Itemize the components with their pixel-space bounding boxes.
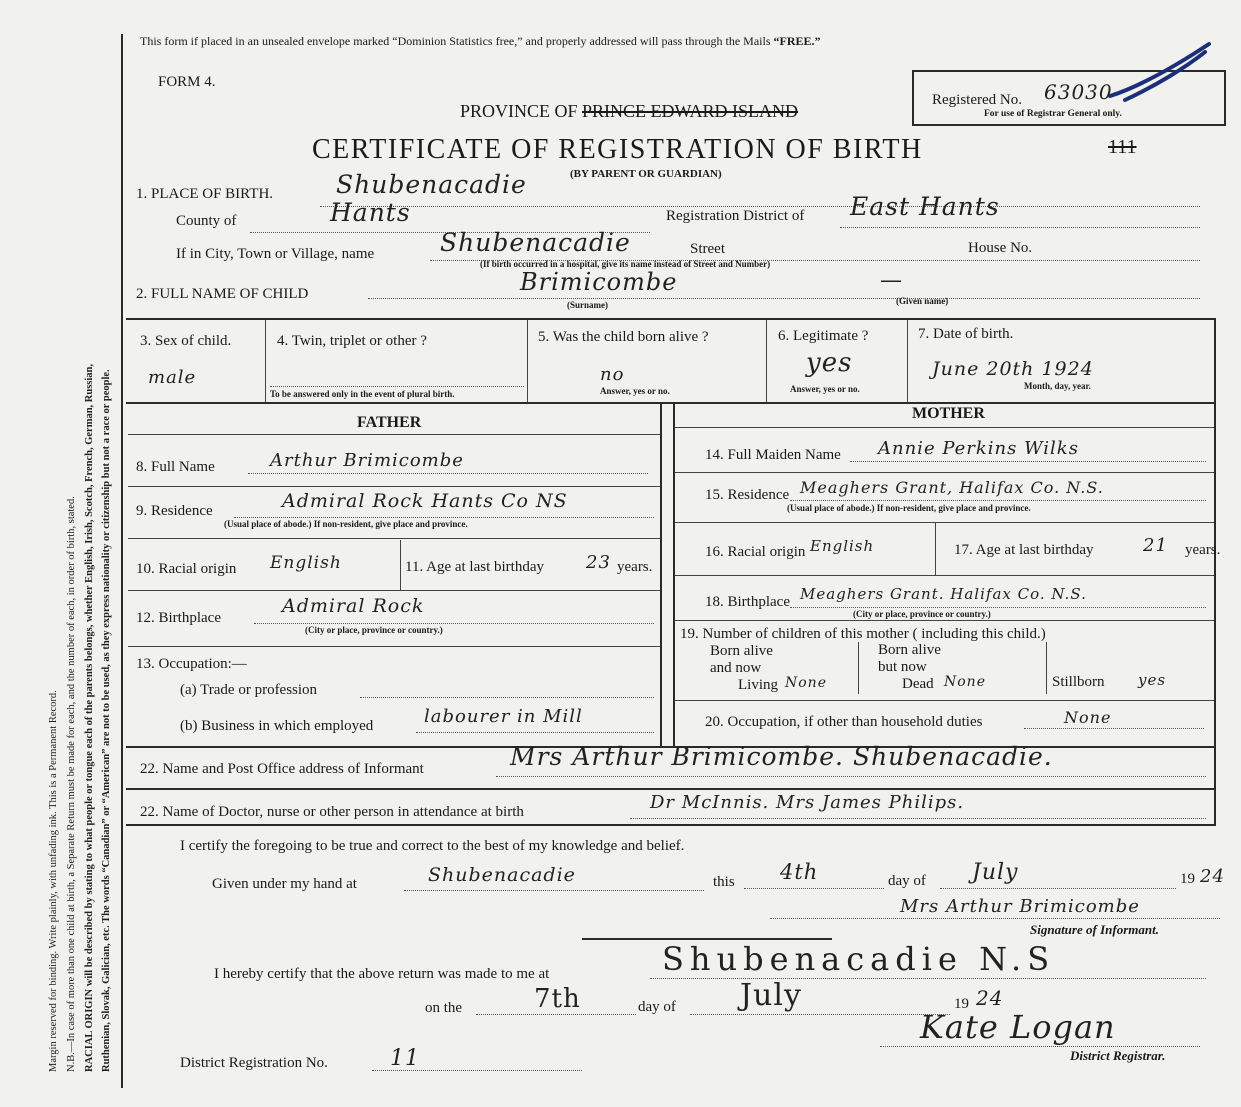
mother-row-line-2 xyxy=(675,522,1214,523)
mother-res-note: (Usual place of abode.) If non-resident, give place and province. xyxy=(787,503,1031,513)
hospital-note: (If birth occurred in a hospital, give its name instead of Street and Number) xyxy=(480,259,771,269)
child-name-label: 2. FULL NAME OF CHILD xyxy=(136,286,309,302)
father-res-value: Admiral Rock Hants Co NS xyxy=(282,490,568,512)
registrar-place: Shubenacadie N.S xyxy=(662,940,1056,978)
doctor-bottom-line xyxy=(126,824,1216,826)
mother-racial-value: English xyxy=(810,537,875,555)
father-res-underline xyxy=(234,517,654,518)
registrar-day-underline xyxy=(476,1014,636,1015)
children-divider-1 xyxy=(858,642,859,694)
mail-note: This form if placed in an unsealed envelope marked “Dominion Statistics free,” and properly addressed will pass through the Mails “FREE.” xyxy=(140,34,821,48)
doctor-top-line xyxy=(126,788,1216,790)
sex-value: male xyxy=(148,367,197,388)
pen-scribble-icon xyxy=(1105,38,1215,108)
place-of-birth-label: 1. PLACE OF BIRTH. xyxy=(136,186,274,202)
row3-top-line xyxy=(126,318,1216,320)
twin-note: To be answered only in the event of plural birth. xyxy=(270,389,455,399)
district-label: Registration District of xyxy=(666,208,805,224)
given-caption: (Given name) xyxy=(896,296,949,306)
registrar-signature-underline xyxy=(880,1046,1200,1047)
father-row-line-1 xyxy=(128,486,660,487)
father-racial-divider xyxy=(400,540,401,590)
father-business-label: (b) Business in which employed xyxy=(180,718,374,734)
father-business-value: labourer in Mill xyxy=(424,706,583,727)
father-birthplace-note: (City or place, province or country.) xyxy=(305,625,443,635)
child-name-underline xyxy=(368,298,1200,299)
sex-label: 3. Sex of child. xyxy=(140,333,232,349)
father-birthplace-label: 12. Birthplace xyxy=(136,610,221,626)
mother-row-line-5 xyxy=(675,700,1214,701)
father-age-unit: years. xyxy=(617,559,653,575)
row3-divider-4 xyxy=(907,320,908,402)
registered-label: Registered No. xyxy=(932,92,1022,108)
dead-value: None xyxy=(944,674,986,690)
given-label: Given under my hand at xyxy=(212,876,357,892)
page-right-line xyxy=(1214,402,1216,824)
certify-month-underline xyxy=(940,888,1176,889)
on-the-label: on the xyxy=(425,1000,463,1016)
certify-statement: I certify the foregoing to be true and correct to the best of my knowledge and belief. xyxy=(180,838,685,854)
certify-day: 4th xyxy=(780,860,819,884)
corner-mark: 111 xyxy=(1108,136,1137,158)
dead-line-3: Dead xyxy=(902,676,934,692)
informant-signature-caption: Signature of Informant. xyxy=(1030,922,1159,937)
mother-racial-divider xyxy=(935,523,936,575)
mother-children-label: 19. Number of children of this mother ( including this child.) xyxy=(680,626,1046,642)
dead-line-1: Born alive xyxy=(878,642,941,658)
father-birthplace-value: Admiral Rock xyxy=(282,595,425,617)
certificate-title: CERTIFICATE OF REGISTRATION OF BIRTH xyxy=(312,134,923,165)
mother-birthplace-value: Meaghers Grant. Halifax Co. N.S. xyxy=(800,585,1087,603)
margin-note-nationality: Ruthenian, Slovak, Galician, etc. The words “Canadian” or “American” are not to be used, as they express nationality or citizenship but not a race or people. xyxy=(101,369,112,1072)
registrar-signature-caption: District Registrar. xyxy=(1070,1048,1166,1063)
registrar-statement: I hereby certify that the above return was made to me at xyxy=(214,966,550,982)
father-racial-value: English xyxy=(270,553,342,573)
informant-underline xyxy=(496,776,1206,777)
province-struck: PRINCE EDWARD ISLAND xyxy=(582,101,799,121)
registrar-use-note: For use of Registrar General only. xyxy=(984,109,1122,119)
father-occ-label: 13. Occupation:— xyxy=(136,656,247,672)
doctor-underline xyxy=(630,818,1206,819)
mother-heading-line xyxy=(675,427,1214,428)
mother-birthplace-note: (City or place, province or country.) xyxy=(853,609,991,619)
mother-name-label: 14. Full Maiden Name xyxy=(705,447,841,463)
registrar-year-prefix: 19 xyxy=(954,996,969,1012)
province-line: PROVINCE OF PRINCE EDWARD ISLAND xyxy=(460,101,799,121)
father-heading: FATHER xyxy=(357,414,422,431)
certify-day-of-label: day of xyxy=(888,873,926,889)
alive-note: Answer, yes or no. xyxy=(600,386,670,396)
this-label: this xyxy=(713,874,735,890)
given-place-underline xyxy=(404,890,704,891)
twin-label: 4. Twin, triplet or other ? xyxy=(277,333,427,349)
district-no-label: District Registration No. xyxy=(180,1055,328,1071)
registered-value: 63030 xyxy=(1044,80,1113,104)
mother-row-line-3 xyxy=(675,575,1214,576)
county-value: Hants xyxy=(330,198,411,227)
alive-value: no xyxy=(600,364,625,385)
legit-label: 6. Legitimate ? xyxy=(778,328,869,344)
living-value: None xyxy=(785,675,827,691)
informant-label: 22. Name and Post Office address of Informant xyxy=(140,761,424,777)
children-divider-2 xyxy=(1046,642,1047,694)
surname-caption: (Surname) xyxy=(567,300,608,310)
mother-name-value: Annie Perkins Wilks xyxy=(878,438,1079,459)
informant-signature: Mrs Arthur Brimicombe xyxy=(900,896,1140,917)
row3-divider-3 xyxy=(766,320,767,402)
stillborn-value: yes xyxy=(1138,671,1167,689)
father-heading-line xyxy=(128,434,660,435)
child-given-value: — xyxy=(880,268,903,293)
registrar-year: 24 xyxy=(976,986,1004,1010)
district-value: East Hants xyxy=(850,192,1000,221)
father-name-label: 8. Full Name xyxy=(136,459,215,475)
father-birthplace-underline xyxy=(254,623,654,624)
certify-year-prefix: 19 xyxy=(1180,871,1195,887)
mother-heading: MOTHER xyxy=(912,405,985,422)
house-label: House No. xyxy=(968,240,1033,256)
mother-birthplace-underline xyxy=(790,607,1206,608)
father-age-value: 23 xyxy=(586,552,611,573)
legit-note: Answer, yes or no. xyxy=(790,384,860,394)
father-res-note: (Usual place of abode.) If non-resident, give place and province. xyxy=(224,519,468,529)
living-line-3: Living xyxy=(738,677,778,693)
informant-signature-underline xyxy=(770,918,1220,919)
twin-underline xyxy=(270,386,524,387)
place-of-birth-value: Shubenacadie xyxy=(336,170,527,199)
row3-right-line xyxy=(1214,318,1216,404)
certify-day-underline xyxy=(744,888,884,889)
registrar-month: July xyxy=(740,978,802,1013)
father-row-line-4 xyxy=(128,646,660,647)
father-row-line-3 xyxy=(128,590,660,591)
registrar-day-of-label: day of xyxy=(638,999,676,1015)
place-underline xyxy=(320,206,1200,207)
dob-note: Month, day, year. xyxy=(1024,381,1091,391)
city-label: If in City, Town or Village, name xyxy=(176,246,375,262)
mother-age-label: 17. Age at last birthday xyxy=(954,542,1094,558)
mother-occ-label: 20. Occupation, if other than household duties xyxy=(705,714,983,730)
street-label: Street xyxy=(690,241,725,257)
form-number: FORM 4. xyxy=(158,74,216,90)
father-name-underline xyxy=(248,473,648,474)
father-racial-label: 10. Racial origin xyxy=(136,561,237,577)
doctor-label: 22. Name of Doctor, nurse or other person in attendance at birth xyxy=(140,804,524,820)
mother-res-underline xyxy=(790,500,1206,501)
legit-value: yes xyxy=(806,348,853,378)
margin-note-racial-origin: RACIAL ORIGIN will be described by stating to what people or tongue each of the parents belongs, whether English, Irish, Scotch, French, German, Russian, xyxy=(84,363,95,1072)
mother-occ-underline xyxy=(1024,728,1204,729)
living-line-2: and now xyxy=(710,660,762,676)
mother-racial-label: 16. Racial origin xyxy=(705,544,806,560)
informant-value: Mrs Arthur Brimicombe. Shubenacadie. xyxy=(510,742,1053,771)
dob-value: June 20th 1924 xyxy=(932,358,1094,380)
row3-divider-2 xyxy=(527,320,528,402)
mother-age-unit: years. xyxy=(1185,542,1221,558)
mother-birthplace-label: 18. Birthplace xyxy=(705,594,790,610)
father-age-label: 11. Age at last birthday xyxy=(405,559,544,575)
father-right-line xyxy=(660,404,662,746)
city-value: Shubenacadie xyxy=(440,228,631,257)
row3-bottom-line xyxy=(126,402,1216,404)
registrar-place-underline xyxy=(650,978,1206,979)
father-res-label: 9. Residence xyxy=(136,503,213,519)
father-trade-underline xyxy=(360,697,654,698)
child-surname-value: Brimicombe xyxy=(520,268,678,296)
certificate-subtitle: (BY PARENT OR GUARDIAN) xyxy=(570,168,722,180)
mother-row-line-1 xyxy=(675,472,1214,473)
margin-note-binding: Margin reserved for binding. Write plainly, with unfading ink. This is a Permanent Record. xyxy=(48,690,59,1072)
father-business-underline xyxy=(416,732,654,733)
mother-row-line-4 xyxy=(675,620,1214,621)
alive-label: 5. Was the child born alive ? xyxy=(538,329,709,345)
dob-label: 7. Date of birth. xyxy=(918,326,1014,342)
mother-res-value: Meaghers Grant, Halifax Co. N.S. xyxy=(800,478,1104,497)
given-place: Shubenacadie xyxy=(428,864,576,886)
mother-occ-value: None xyxy=(1064,708,1112,727)
living-line-1: Born alive xyxy=(710,643,773,659)
father-trade-label: (a) Trade or profession xyxy=(180,682,318,698)
certify-year: 24 xyxy=(1200,866,1225,887)
row3-divider-1 xyxy=(265,320,266,402)
stillborn-label: Stillborn xyxy=(1052,674,1105,690)
district-no-value: 11 xyxy=(390,1046,420,1071)
registrar-day: 7th xyxy=(534,984,581,1014)
registrar-signature: Kate Logan xyxy=(920,1008,1116,1046)
margin-note-multiple-births: N.B.—In case of more than one child at birth, a Separate Return must be made for each, and the number of each, in order of birth, stated. xyxy=(66,496,77,1072)
left-border xyxy=(121,34,123,1088)
county-label: County of xyxy=(176,213,237,229)
dead-line-2: but now xyxy=(878,659,927,675)
father-row-line-2 xyxy=(128,538,660,539)
father-name-value: Arthur Brimicombe xyxy=(270,450,464,471)
district-no-underline xyxy=(372,1070,582,1071)
registrar-month-underline xyxy=(690,1014,950,1015)
mother-res-label: 15. Residence xyxy=(705,487,790,503)
district-underline xyxy=(840,227,1200,228)
certify-month: July xyxy=(972,860,1019,885)
doctor-value: Dr McInnis. Mrs James Philips. xyxy=(650,792,965,813)
mother-age-value: 21 xyxy=(1143,535,1168,556)
mother-name-underline xyxy=(850,461,1206,462)
